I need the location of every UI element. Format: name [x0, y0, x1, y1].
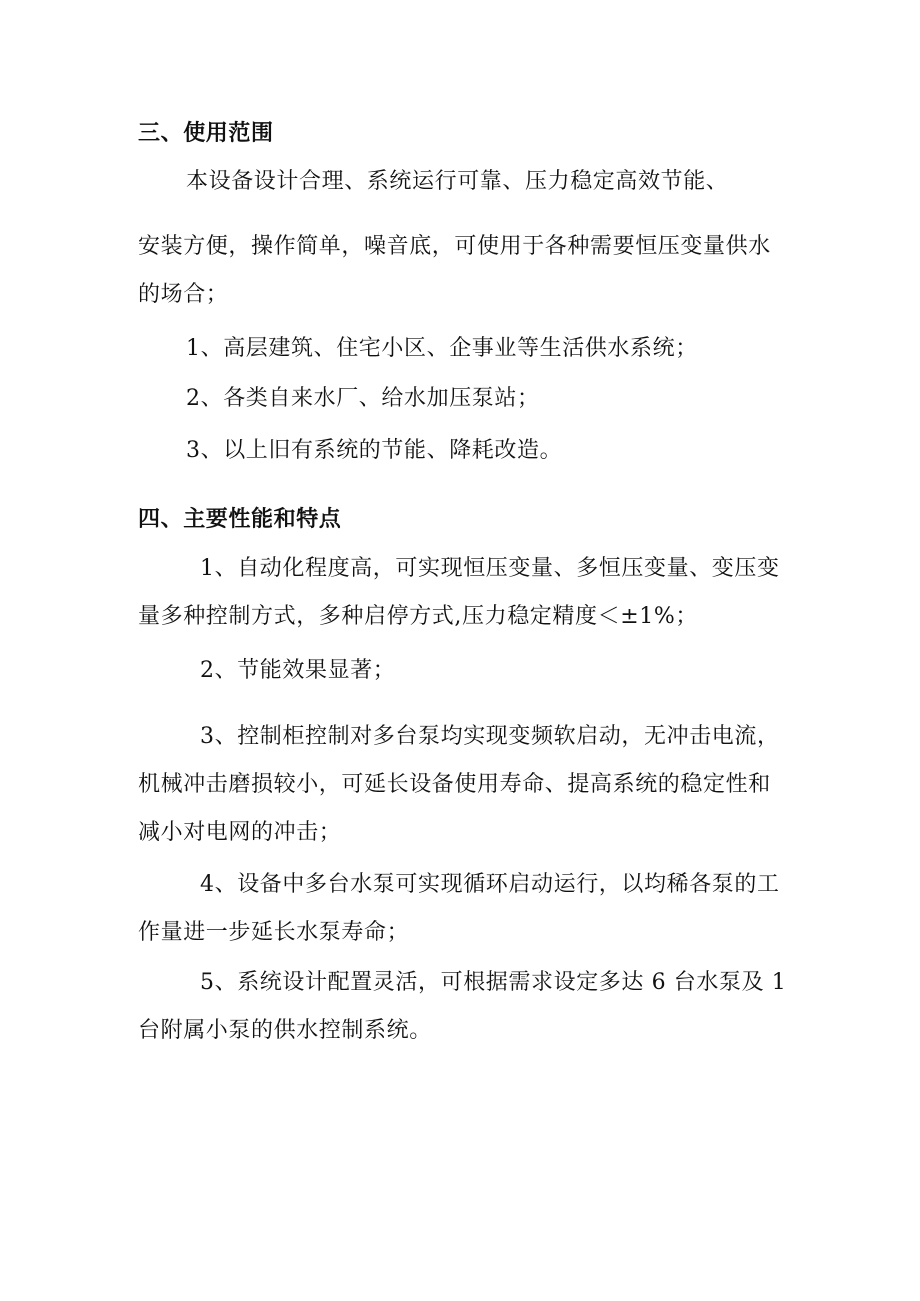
section-3-item-3: 3、以上旧有系统的节能、降耗改造。 — [186, 438, 563, 463]
section-3-intro-line-2: 安装方便，操作简单，噪音底，可使用于各种需要恒压变量供水 — [138, 234, 771, 259]
section-4-item-4-line-1: 4、设备中多台水泵可实现循环启动运行，以均稀各泵的工 — [200, 872, 780, 897]
section-4-item-1-line-2: 量多种控制方式，多种启停方式,压力稳定精度＜±1%； — [138, 604, 698, 629]
section-4-heading: 四、主要性能和特点 — [138, 506, 342, 532]
section-3-heading: 三、使用范围 — [138, 120, 274, 146]
section-4-item-3-line-2: 机械冲击磨损较小，可延长设备使用寿命、提高系统的稳定性和 — [138, 772, 771, 797]
section-4-item-2: 2、节能效果显著； — [200, 658, 396, 683]
section-3-item-1: 1、高层建筑、住宅小区、企事业等生活供水系统； — [186, 336, 698, 361]
section-3-intro-line-1: 本设备设计合理、系统运行可靠、压力稳定高效节能、 — [186, 169, 729, 194]
section-4-item-3-line-1: 3、控制柜控制对多台泵均实现变频软启动，无冲击电流， — [200, 724, 780, 749]
section-4-item-3-line-3: 减小对电网的冲击； — [138, 820, 342, 845]
section-3-item-2: 2、各类自来水厂、给水加压泵站； — [186, 386, 540, 411]
section-4-item-5-line-2: 台附属小泵的供水控制系统。 — [138, 1018, 432, 1043]
section-4-item-5-line-1: 5、系统设计配置灵活，可根据需求设定多达 6 台水泵及 1 — [200, 970, 787, 995]
section-4-item-4-line-2: 作量进一步延长水泵寿命； — [138, 920, 410, 945]
section-4-item-1-line-1: 1、自动化程度高，可实现恒压变量、多恒压变量、变压变 — [200, 556, 780, 581]
section-3-intro-line-3: 的场合； — [138, 282, 229, 307]
